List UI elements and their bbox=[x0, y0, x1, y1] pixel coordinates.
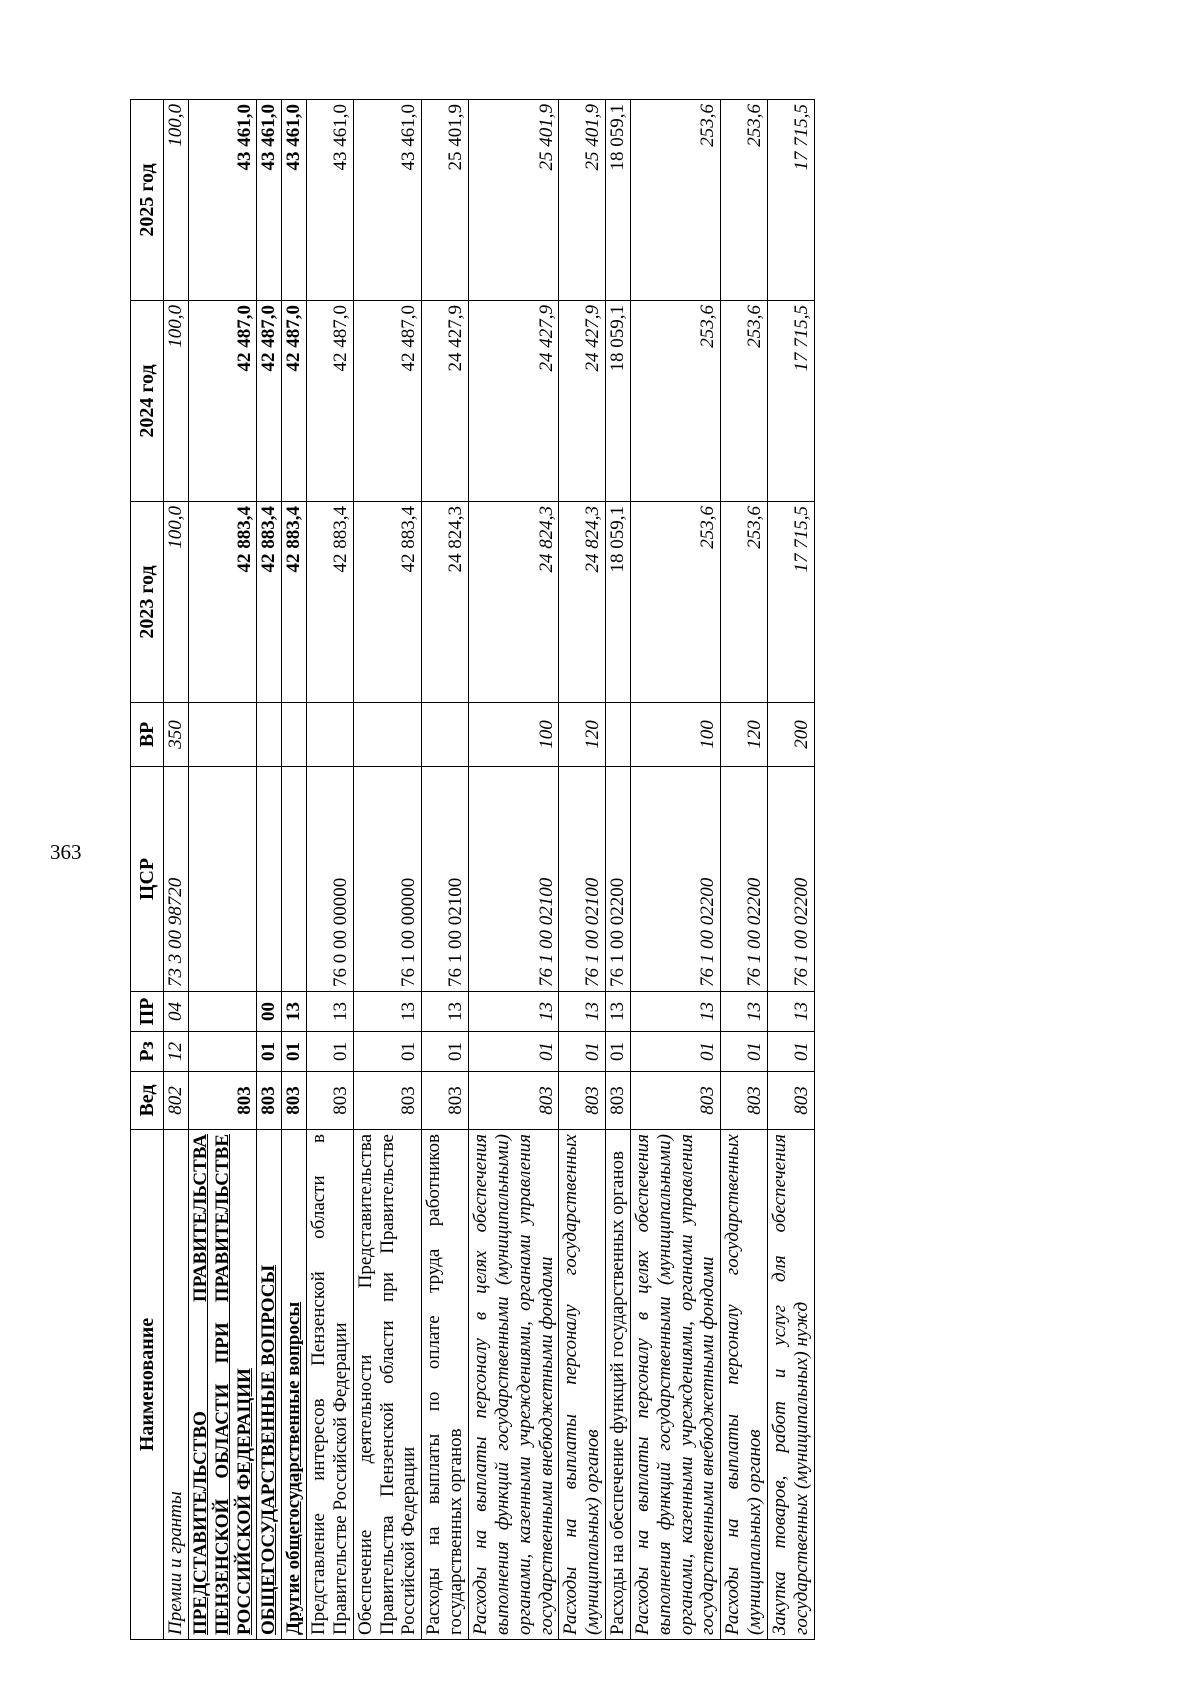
cell-pr: 04 bbox=[164, 992, 189, 1032]
cell-csr bbox=[188, 767, 257, 992]
table-row bbox=[307, 100, 354, 1640]
cell-ved: 802 bbox=[164, 1072, 189, 1130]
cell-pr: 13 bbox=[282, 992, 307, 1032]
cell-name: Расходы на выплаты персоналу государственных (муниципальных) органов bbox=[721, 1130, 768, 1640]
cell-csr: 76 1 00 02200 bbox=[606, 767, 631, 992]
cell-name: Расходы на выплаты персоналу государственных (муниципальных) органов bbox=[559, 1130, 606, 1640]
cell-name: Закупка товаров, работ и услуг для обеспечения государственных (муниципальных) нужд bbox=[767, 1130, 814, 1640]
cell-2024: 42 487,0 bbox=[282, 301, 307, 502]
cell-rz: 01 bbox=[353, 1032, 422, 1072]
cell-name: Расходы на выплаты по оплате труда работников государственных органов bbox=[422, 1130, 469, 1640]
cell-ved: 803 bbox=[606, 1072, 631, 1130]
cell-2024: 253,6 bbox=[630, 301, 720, 502]
cell-rz: 01 bbox=[721, 1032, 768, 1072]
cell-vr: 120 bbox=[721, 703, 768, 767]
cell-vr bbox=[282, 703, 307, 767]
cell-vr: 350 bbox=[164, 703, 189, 767]
cell-2023: 42 883,4 bbox=[188, 502, 257, 703]
cell-ved: 803 bbox=[422, 1072, 469, 1130]
cell-name: Расходы на выплаты персоналу в целях обеспечения выполнения функций государственными (муниципальными) органами, казенными учреждениями, органами управления государственными внебюджетными фондами bbox=[630, 1130, 720, 1640]
table-row bbox=[422, 100, 469, 1640]
cell-pr: 13 bbox=[559, 992, 606, 1032]
cell-2024: 24 427,9 bbox=[559, 301, 606, 502]
cell-2025: 253,6 bbox=[721, 100, 768, 301]
cell-vr bbox=[353, 703, 422, 767]
cell-csr bbox=[257, 767, 282, 992]
cell-vr: 100 bbox=[468, 703, 558, 767]
table-header-row bbox=[131, 100, 164, 1640]
cell-2023: 24 824,3 bbox=[559, 502, 606, 703]
cell-rz: 01 bbox=[559, 1032, 606, 1072]
cell-2023: 253,6 bbox=[630, 502, 720, 703]
cell-2023: 42 883,4 bbox=[282, 502, 307, 703]
cell-rz: 01 bbox=[282, 1032, 307, 1072]
table-row bbox=[257, 100, 282, 1640]
cell-ved: 803 bbox=[282, 1072, 307, 1130]
cell-name: Обеспечение деятельности Представительства Правительства Пензенской области при Правительстве Российской Федерации bbox=[353, 1130, 422, 1640]
cell-pr: 13 bbox=[422, 992, 469, 1032]
cell-vr bbox=[257, 703, 282, 767]
cell-2025: 25 401,9 bbox=[468, 100, 558, 301]
header-csr: ЦСР bbox=[131, 767, 164, 992]
header-rz: Рз bbox=[131, 1032, 164, 1072]
cell-name: Премии и гранты bbox=[164, 1130, 189, 1640]
cell-ved: 803 bbox=[468, 1072, 558, 1130]
cell-2024: 42 487,0 bbox=[188, 301, 257, 502]
cell-vr: 200 bbox=[767, 703, 814, 767]
cell-2023: 42 883,4 bbox=[257, 502, 282, 703]
cell-ved: 803 bbox=[307, 1072, 354, 1130]
cell-csr: 76 1 00 02200 bbox=[630, 767, 720, 992]
cell-csr: 76 1 00 02100 bbox=[468, 767, 558, 992]
cell-2025: 253,6 bbox=[630, 100, 720, 301]
cell-2023: 24 824,3 bbox=[422, 502, 469, 703]
cell-rz bbox=[188, 1032, 257, 1072]
cell-ved: 803 bbox=[257, 1072, 282, 1130]
cell-2025: 43 461,0 bbox=[188, 100, 257, 301]
cell-vr: 120 bbox=[559, 703, 606, 767]
cell-rz: 01 bbox=[630, 1032, 720, 1072]
cell-2024: 42 487,0 bbox=[353, 301, 422, 502]
cell-2025: 17 715,5 bbox=[767, 100, 814, 301]
cell-name: Расходы на обеспечение функций государственных органов bbox=[606, 1130, 631, 1640]
header-vr: ВР bbox=[131, 703, 164, 767]
cell-rz: 01 bbox=[767, 1032, 814, 1072]
cell-csr bbox=[282, 767, 307, 992]
cell-vr bbox=[422, 703, 469, 767]
header-2024: 2024 год bbox=[131, 301, 164, 502]
cell-2025: 25 401,9 bbox=[559, 100, 606, 301]
cell-csr: 76 1 00 02200 bbox=[767, 767, 814, 992]
cell-2023: 17 715,5 bbox=[767, 502, 814, 703]
cell-vr bbox=[307, 703, 354, 767]
table-body bbox=[164, 100, 815, 1640]
cell-2025: 43 461,0 bbox=[307, 100, 354, 301]
header-ved: Вед bbox=[131, 1072, 164, 1130]
cell-csr: 73 3 00 98720 bbox=[164, 767, 189, 992]
cell-ved: 803 bbox=[767, 1072, 814, 1130]
cell-rz: 01 bbox=[606, 1032, 631, 1072]
cell-vr bbox=[606, 703, 631, 767]
table-row bbox=[606, 100, 631, 1640]
cell-ved: 803 bbox=[188, 1072, 257, 1130]
cell-pr: 13 bbox=[353, 992, 422, 1032]
cell-rz: 01 bbox=[422, 1032, 469, 1072]
cell-csr: 76 1 00 00000 bbox=[353, 767, 422, 992]
header-2025: 2025 год bbox=[131, 100, 164, 301]
cell-2024: 24 427,9 bbox=[422, 301, 469, 502]
cell-2023: 100,0 bbox=[164, 502, 189, 703]
cell-csr: 76 0 00 00000 bbox=[307, 767, 354, 992]
cell-name: Другие общегосударственные вопросы bbox=[282, 1130, 307, 1640]
cell-pr: 13 bbox=[721, 992, 768, 1032]
cell-rz: 01 bbox=[257, 1032, 282, 1072]
cell-2024: 253,6 bbox=[721, 301, 768, 502]
header-name: Наименование bbox=[131, 1130, 164, 1640]
cell-ved: 803 bbox=[630, 1072, 720, 1130]
cell-name: ОБЩЕГОСУДАРСТВЕННЫЕ ВОПРОСЫ bbox=[257, 1130, 282, 1640]
cell-2024: 24 427,9 bbox=[468, 301, 558, 502]
cell-2025: 100,0 bbox=[164, 100, 189, 301]
header-pr: ПР bbox=[131, 992, 164, 1032]
cell-2023: 18 059,1 bbox=[606, 502, 631, 703]
table-row bbox=[164, 100, 189, 1640]
page-number: 363 bbox=[50, 840, 82, 864]
table-row bbox=[630, 100, 720, 1640]
budget-table-container bbox=[130, 100, 975, 1640]
cell-pr: 13 bbox=[307, 992, 354, 1032]
budget-table bbox=[130, 99, 815, 1640]
cell-pr bbox=[188, 992, 257, 1032]
cell-2025: 43 461,0 bbox=[282, 100, 307, 301]
cell-pr: 13 bbox=[767, 992, 814, 1032]
cell-2025: 43 461,0 bbox=[257, 100, 282, 301]
cell-2025: 25 401,9 bbox=[422, 100, 469, 301]
cell-pr: 13 bbox=[630, 992, 720, 1032]
header-2023: 2023 год bbox=[131, 502, 164, 703]
cell-2025: 18 059,1 bbox=[606, 100, 631, 301]
cell-2024: 18 059,1 bbox=[606, 301, 631, 502]
cell-ved: 803 bbox=[721, 1072, 768, 1130]
table-row bbox=[559, 100, 606, 1640]
table-row bbox=[468, 100, 558, 1640]
cell-csr: 76 1 00 02100 bbox=[559, 767, 606, 992]
cell-2024: 100,0 bbox=[164, 301, 189, 502]
cell-2024: 42 487,0 bbox=[307, 301, 354, 502]
cell-ved: 803 bbox=[353, 1072, 422, 1130]
cell-name: ПРЕДСТАВИТЕЛЬСТВО ПРАВИТЕЛЬСТВА ПЕНЗЕНСКОЙ ОБЛАСТИ ПРИ ПРАВИТЕЛЬСТВЕ РОССИЙСКОЙ ФЕДЕРАЦИИ bbox=[188, 1130, 257, 1640]
cell-2023: 42 883,4 bbox=[307, 502, 354, 703]
cell-2023: 253,6 bbox=[721, 502, 768, 703]
cell-2025: 43 461,0 bbox=[353, 100, 422, 301]
cell-csr: 76 1 00 02200 bbox=[721, 767, 768, 992]
cell-2024: 17 715,5 bbox=[767, 301, 814, 502]
table-row bbox=[353, 100, 422, 1640]
cell-csr: 76 1 00 02100 bbox=[422, 767, 469, 992]
table-row bbox=[721, 100, 768, 1640]
cell-rz: 01 bbox=[468, 1032, 558, 1072]
cell-vr bbox=[188, 703, 257, 767]
cell-2023: 42 883,4 bbox=[353, 502, 422, 703]
table-row bbox=[767, 100, 814, 1640]
cell-pr: 13 bbox=[606, 992, 631, 1032]
table-row bbox=[188, 100, 257, 1640]
cell-rz: 01 bbox=[307, 1032, 354, 1072]
cell-2023: 24 824,3 bbox=[468, 502, 558, 703]
cell-2024: 42 487,0 bbox=[257, 301, 282, 502]
cell-ved: 803 bbox=[559, 1072, 606, 1130]
cell-name: Представление интересов Пензенской области в Правительстве Российской Федерации bbox=[307, 1130, 354, 1640]
cell-name: Расходы на выплаты персоналу в целях обеспечения выполнения функций государственными (муниципальными) органами, казенными учреждениями, органами управления государственными внебюджетными фондами bbox=[468, 1130, 558, 1640]
table-row bbox=[282, 100, 307, 1640]
cell-vr: 100 bbox=[630, 703, 720, 767]
cell-pr: 00 bbox=[257, 992, 282, 1032]
cell-pr: 13 bbox=[468, 992, 558, 1032]
cell-rz: 12 bbox=[164, 1032, 189, 1072]
